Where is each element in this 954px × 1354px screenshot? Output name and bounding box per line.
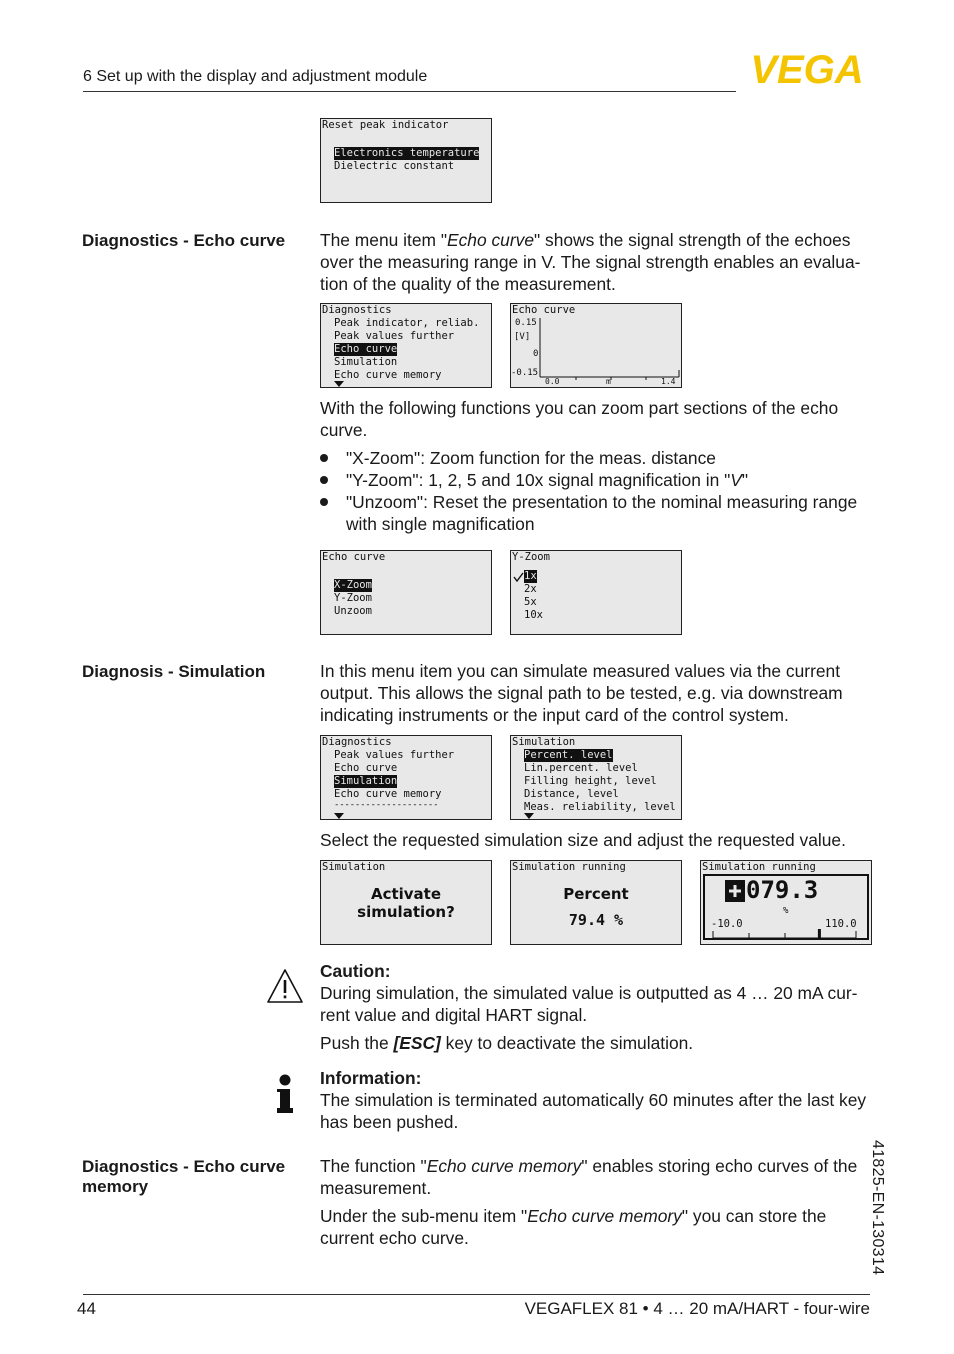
- echo-curve-axes: [511, 304, 681, 387]
- display-simulation-menu: Simulation Percent. level Lin.percent. level Filling height, level Distance, level Meas. reliability, level: [510, 735, 682, 820]
- paragraph-echo-curve: The menu item "Echo curve" shows the signal strength of the echoes over the measuring range in V. The signal strength enables an evalua-tion of the quality of the measurement.: [320, 230, 861, 294]
- footer-rule: [83, 1294, 870, 1295]
- information-text: The simulation is terminated automatically 60 minutes after the last key has been pushed.: [320, 1090, 867, 1132]
- section-heading-echo-curve: Diagnostics - Echo curve: [82, 231, 286, 250]
- display-echo-zoom-menu: Echo curve X-Zoom Y-Zoom Unzoom: [320, 550, 492, 635]
- paragraph-zoom-intro: With the following functions you can zoom part sections of the echo curve.: [320, 398, 839, 440]
- display-simulation-running: Simulation running Percent 79.4 %: [510, 860, 682, 945]
- caution-text: During simulation, the simulated value is outputted as 4 … 20 mA cur-rent value and digital HART signal.: [320, 983, 858, 1025]
- display-activate-simulation: Simulation Activate simulation?: [320, 860, 492, 945]
- svg-text:VEGA: VEGA: [750, 50, 864, 86]
- menu-item-selected: 1x: [524, 570, 537, 582]
- running-header: 6 Set up with the display and adjustment module: [83, 68, 428, 85]
- menu-item-selected: Electronics temperature: [334, 147, 480, 159]
- menu-item-selected: Percent. level: [524, 749, 613, 761]
- paragraph-echo-memory-submenu: Under the sub-menu item "Echo curve memory" you can store the current echo curve.: [320, 1206, 827, 1248]
- menu-item-selected: X-Zoom: [334, 579, 372, 591]
- simulation-scale-bar: [701, 861, 871, 944]
- section-heading-echo-curve-memory: Diagnostics - Echo curve memory: [82, 1157, 286, 1196]
- display-diagnostics-2: Diagnostics Peak values further Echo curve Simulation Echo curve memory --------------------: [320, 735, 492, 820]
- paragraph-simulation: In this menu item you can simulate measured values via the current output. This allows the signal path to be tested, e.g. via downstream indicating instruments or the input card of the control system.: [320, 661, 843, 725]
- bullet-y-zoom: "Y-Zoom": 1, 2, 5 and 10x signal magnification in "V": [320, 469, 876, 491]
- vega-logo: [740, 50, 874, 86]
- display-diagnostics-1: Diagnostics Peak indicator, reliab. Peak values further Echo curve Simulation Echo curve memory: [320, 303, 492, 388]
- information-icon: [276, 1074, 294, 1114]
- checkmark-icon: [513, 572, 524, 582]
- paragraph-select-simulation: Select the requested simulation size and adjust the requested value.: [320, 830, 846, 850]
- bullet-unzoom: "Unzoom": Reset the presentation to the nominal measuring range with single magnification: [320, 491, 876, 535]
- caution-title: Caution:: [320, 961, 391, 981]
- footer-title: VEGAFLEX 81 • 4 … 20 mA/HART - four-wire: [524, 1299, 870, 1318]
- information-title: Information:: [320, 1068, 422, 1088]
- section-heading-simulation: Diagnosis - Simulation: [82, 662, 266, 681]
- esc-instruction: Push the [ESC] key to deactivate the simulation.: [320, 1033, 694, 1053]
- page-number: 44: [77, 1299, 96, 1318]
- menu-item-selected: Echo curve: [334, 343, 398, 355]
- simulation-value-marker: [818, 929, 821, 938]
- scroll-down-icon: [334, 381, 344, 387]
- document-id: 41825-EN-130314: [869, 1140, 886, 1276]
- scroll-down-icon: [524, 813, 534, 819]
- scroll-down-icon: [334, 813, 344, 819]
- menu-item-selected: Simulation: [334, 775, 398, 787]
- paragraph-echo-memory: The function "Echo curve memory" enables storing echo curves of the measurement.: [320, 1156, 858, 1198]
- bullet-x-zoom: "X-Zoom": Zoom function for the meas. distance: [320, 447, 876, 469]
- display-simulation-value-edit: Simulation running 079.3 % -10.0 110.0: [700, 860, 872, 945]
- display-y-zoom-menu: Y-Zoom 1x 2x 5x 10x: [510, 550, 682, 635]
- header-rule: [83, 91, 736, 92]
- display-echo-curve-graph: Echo curve 0.15 [V] 0 -0.15 0.0 m 1.4: [510, 303, 682, 388]
- warning-triangle-icon: [266, 968, 304, 1004]
- display-reset-peak: Reset peak indicator Electronics temperature Dielectric constant: [320, 118, 492, 203]
